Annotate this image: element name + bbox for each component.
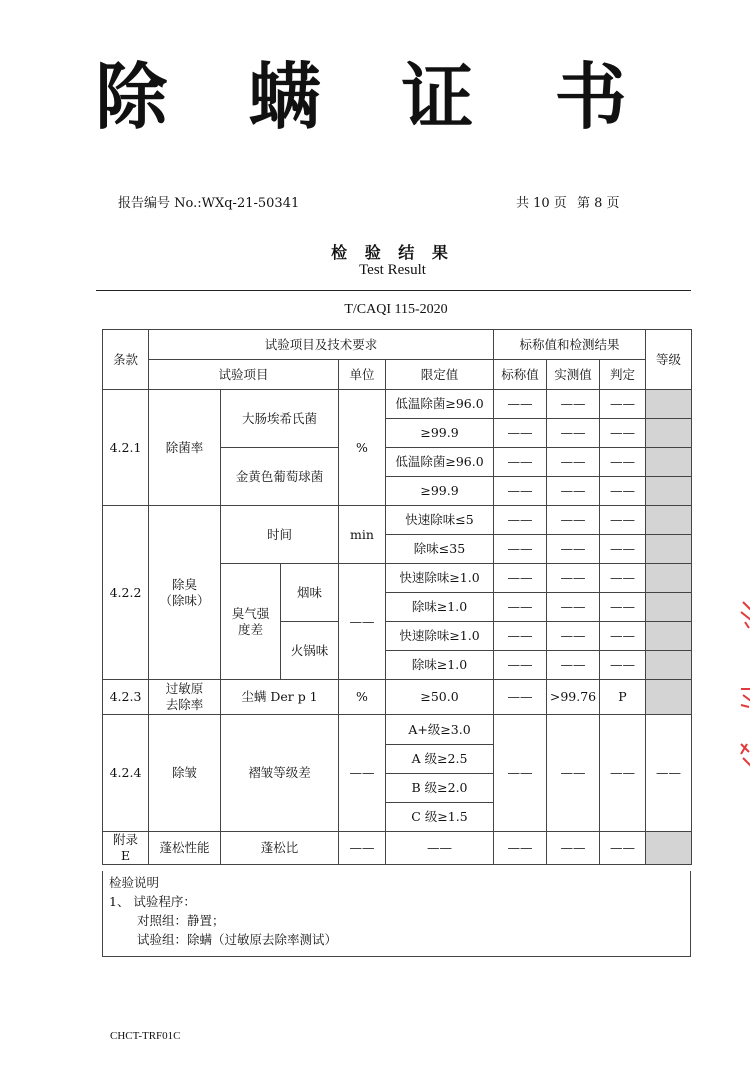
judgement-cell: —— [600, 477, 646, 506]
current-page: 第 8 页 [576, 196, 620, 211]
nominal-cell: —— [494, 477, 547, 506]
nominal-cell: —— [494, 593, 547, 622]
stamp-fragment [735, 740, 750, 770]
total-pages: 共 10 页 [516, 196, 567, 211]
sub-item-cell: 褶皱等级差 [221, 715, 339, 832]
nominal-cell: —— [494, 448, 547, 477]
odor-type-cell: 烟味 [281, 564, 339, 622]
item-name-cell: 除皱 [149, 715, 221, 832]
table-row [103, 506, 692, 535]
notes-line: 试验组：除螨（过敏原去除率测试） [137, 932, 338, 947]
measured-cell: —— [547, 477, 600, 506]
measured-cell: —— [547, 564, 600, 593]
grade-cell [646, 477, 692, 506]
unit-cell: % [339, 680, 386, 715]
results-table [102, 329, 692, 865]
header-grade: 等级 [646, 330, 692, 390]
stamp-fragment [735, 600, 750, 630]
section-title-cn: 检 验 结 果 [331, 243, 454, 262]
header-item: 试验项目 [149, 360, 339, 390]
measured-cell: —— [547, 593, 600, 622]
judgement-cell: —— [600, 832, 646, 865]
sub-item-cell: 蓬松比 [221, 832, 339, 865]
notes-line: 1、 试验程序： [109, 894, 196, 909]
judgement-cell: —— [600, 564, 646, 593]
nominal-cell: —— [494, 832, 547, 865]
header-row [103, 330, 692, 360]
limit-cell: ≥99.9 [386, 419, 494, 448]
grade-cell [646, 535, 692, 564]
table-row [103, 390, 692, 419]
sub-item-line: 臭气强 [231, 605, 270, 621]
sub-item-cell: 大肠埃希氏菌 [221, 390, 339, 448]
judgement-cell: —— [600, 448, 646, 477]
grade-cell [646, 506, 692, 535]
clause-line: E [120, 848, 131, 863]
measured-cell: —— [547, 651, 600, 680]
grade-cell [646, 564, 692, 593]
limit-cell: 除味≥1.0 [386, 593, 494, 622]
limit-cell: A+级≥3.0 [386, 715, 494, 745]
odor-type-cell: 火锅味 [281, 622, 339, 680]
grade-cell [646, 593, 692, 622]
limit-cell: 除味≥1.0 [386, 651, 494, 680]
clause-cell: 4.2.3 [103, 680, 149, 715]
measured-cell: —— [547, 390, 600, 419]
measured-cell: —— [547, 419, 600, 448]
judgement-cell: —— [600, 715, 646, 832]
grade-cell [646, 622, 692, 651]
header-measured: 实测值 [547, 360, 600, 390]
limit-cell: 快速除味≥1.0 [386, 622, 494, 651]
judgement-cell: —— [600, 535, 646, 564]
header-limit: 限定值 [386, 360, 494, 390]
measured-cell: —— [547, 622, 600, 651]
measured-cell: —— [547, 506, 600, 535]
header-items-requirements: 试验项目及技术要求 [149, 330, 494, 360]
item-name-line: 过敏原 [165, 681, 204, 696]
nominal-cell: —— [494, 564, 547, 593]
header-row [103, 360, 692, 390]
clause-cell [103, 832, 149, 865]
grade-cell [646, 448, 692, 477]
header-judgement: 判定 [600, 360, 646, 390]
unit-cell: —— [339, 564, 386, 680]
form-code: CHCT-TRF01C [110, 1030, 181, 1042]
limit-cell: 低温除菌≥96.0 [386, 390, 494, 419]
nominal-cell: —— [494, 506, 547, 535]
header-results-group: 标称值和检测结果 [494, 330, 646, 360]
judgement-cell: —— [600, 651, 646, 680]
limit-cell: C 级≥1.5 [386, 803, 494, 832]
standard-code: T/CAQI 115-2020 [344, 302, 448, 317]
limit-cell: B 级≥2.0 [386, 774, 494, 803]
test-notes [102, 871, 691, 957]
sub-item-cell: 时间 [221, 506, 339, 564]
limit-cell: A 级≥2.5 [386, 745, 494, 774]
section-title-en: Test Result [359, 262, 426, 278]
table-row [103, 680, 692, 715]
item-name-line: （除味） [159, 592, 210, 608]
measured-cell: —— [547, 535, 600, 564]
limit-cell: 快速除味≥1.0 [386, 564, 494, 593]
header-unit: 单位 [339, 360, 386, 390]
judgement-cell: —— [600, 506, 646, 535]
limit-cell: 除味≤35 [386, 535, 494, 564]
grade-cell [646, 419, 692, 448]
limit-cell: 快速除味≤5 [386, 506, 494, 535]
table-row [103, 832, 692, 865]
nominal-cell: —— [494, 419, 547, 448]
sub-item-cell [221, 564, 281, 680]
grade-cell [646, 390, 692, 419]
sub-item-cell: 尘螨 Der p 1 [221, 680, 339, 715]
judgement-cell: —— [600, 419, 646, 448]
clause-cell: 4.2.4 [103, 715, 149, 832]
table-row [103, 715, 692, 745]
header-nominal: 标称值 [494, 360, 547, 390]
item-name-line: 除臭 [171, 576, 197, 592]
nominal-cell: —— [494, 715, 547, 832]
measured-cell: —— [547, 715, 600, 832]
item-name-cell: 蓬松性能 [149, 832, 221, 865]
judgement-cell: —— [600, 390, 646, 419]
sub-item-cell: 金黄色葡萄球菌 [221, 448, 339, 506]
measured-cell: >99.76 [547, 680, 600, 715]
certificate-title: 除 螨 证 书 [95, 54, 655, 139]
nominal-cell: —— [494, 680, 547, 715]
grade-cell [646, 832, 692, 865]
nominal-cell: —— [494, 651, 547, 680]
nominal-cell: —— [494, 622, 547, 651]
unit-cell: min [339, 506, 386, 564]
item-name-cell [149, 506, 221, 680]
limit-cell: ≥50.0 [386, 680, 494, 715]
page-info [516, 192, 626, 211]
sub-item-line: 度差 [237, 621, 263, 637]
section-divider [96, 290, 691, 291]
unit-cell: —— [339, 715, 386, 832]
judgement-cell: P [600, 680, 646, 715]
stamp-fragment [735, 685, 750, 715]
limit-cell: 低温除菌≥96.0 [386, 448, 494, 477]
judgement-cell: —— [600, 593, 646, 622]
item-name-cell: 除菌率 [149, 390, 221, 506]
unit-cell: % [339, 390, 386, 506]
grade-cell [646, 680, 692, 715]
report-number: 报告编号 No.:WXq-21-50341 [118, 196, 300, 211]
limit-cell: —— [386, 832, 494, 865]
unit-cell: —— [339, 832, 386, 865]
clause-line: 附录 [112, 832, 138, 847]
clause-cell: 4.2.2 [103, 506, 149, 680]
measured-cell: —— [547, 832, 600, 865]
item-name-cell [149, 680, 221, 715]
grade-cell [646, 651, 692, 680]
nominal-cell: —— [494, 535, 547, 564]
measured-cell: —— [547, 448, 600, 477]
notes-line: 对照组：静置； [137, 913, 225, 928]
limit-cell: ≥99.9 [386, 477, 494, 506]
nominal-cell: —— [494, 390, 547, 419]
grade-cell: —— [646, 715, 692, 832]
notes-heading: 检验说明 [109, 875, 160, 890]
clause-cell: 4.2.1 [103, 390, 149, 506]
header-clause: 条款 [103, 330, 149, 390]
judgement-cell: —— [600, 622, 646, 651]
item-name-line: 去除率 [165, 697, 204, 712]
